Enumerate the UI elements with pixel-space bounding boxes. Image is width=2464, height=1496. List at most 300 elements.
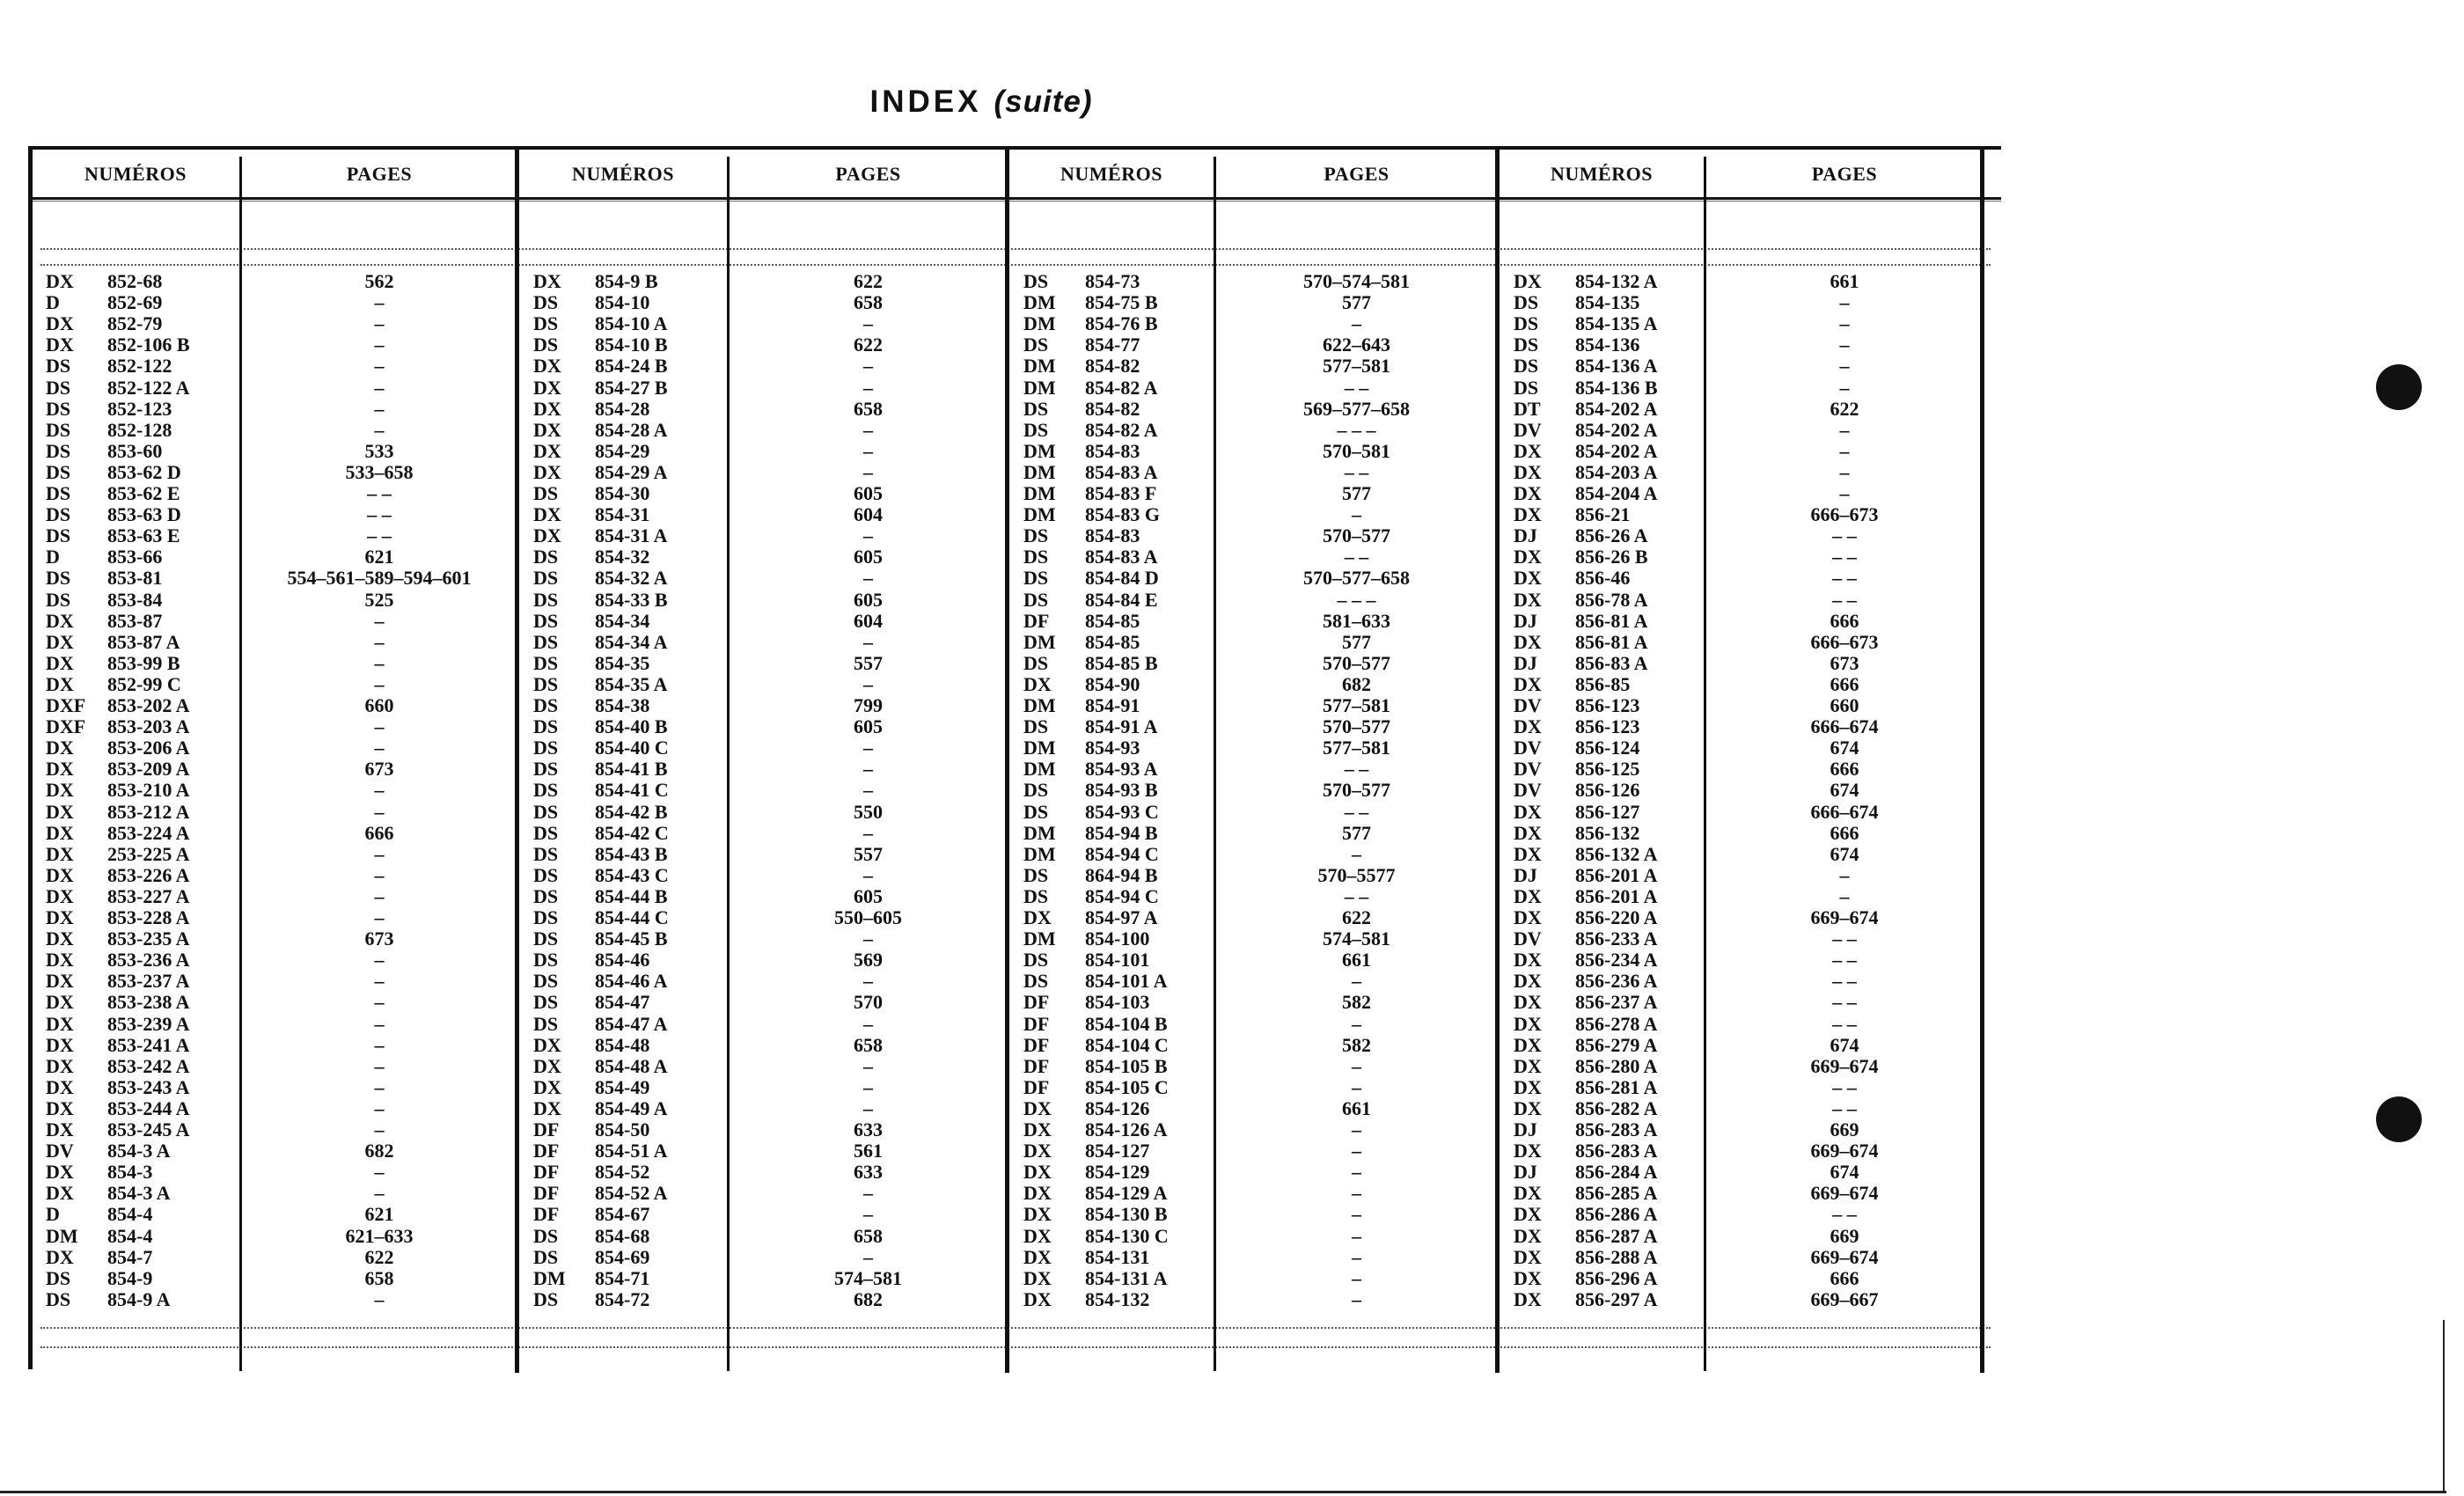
row-pages: 533–658 <box>345 460 414 483</box>
row-prefix: DX <box>533 418 561 441</box>
row-prefix: DX <box>1023 1266 1052 1289</box>
table-row <box>1514 695 1982 716</box>
row-number: 853-60 <box>107 439 163 462</box>
row-prefix: DS <box>533 334 559 356</box>
table-row <box>46 1056 516 1077</box>
row-prefix: DF <box>1023 1012 1050 1035</box>
row-prefix: DX <box>533 1096 561 1119</box>
row-number: 854-29 A <box>595 460 668 483</box>
row-prefix: D <box>46 1203 60 1226</box>
row-prefix: DM <box>1023 630 1056 653</box>
row-pages: 622 <box>854 270 883 292</box>
row-number: 853-203 A <box>107 715 190 738</box>
row-prefix: DX <box>46 1054 74 1077</box>
table-row <box>46 653 516 674</box>
row-pages: 633 <box>854 1161 883 1184</box>
page-edge-bottom <box>0 1491 2446 1493</box>
row-prefix: DS <box>1023 970 1049 993</box>
row-pages: 669 <box>1830 1118 1859 1140</box>
row-number: 852-69 <box>107 291 163 314</box>
row-prefix: DS <box>46 503 71 526</box>
row-prefix: DS <box>533 906 559 928</box>
row-prefix: DS <box>1023 863 1049 886</box>
row-prefix: DX <box>46 928 74 950</box>
row-pages: 577 <box>1342 482 1371 504</box>
row-number: 852-122 <box>107 355 172 378</box>
row-prefix: DS <box>533 1012 559 1035</box>
row-number: 854-41 C <box>595 779 669 802</box>
row-pages: 561 <box>854 1140 883 1162</box>
row-number: 852-68 <box>107 270 163 292</box>
row-pages: 577–581 <box>1323 355 1390 378</box>
row-number: 854-46 <box>595 949 650 972</box>
row-pages: 605 <box>854 715 883 738</box>
row-prefix: DX <box>1023 1140 1052 1162</box>
row-pages: – <box>374 779 385 802</box>
table-row <box>1023 1289 1496 1310</box>
table-row <box>1514 313 1982 334</box>
dotted-rule-top-1 <box>40 248 1991 250</box>
table-row <box>46 292 516 313</box>
row-prefix: DX <box>46 1182 74 1205</box>
row-prefix: DX <box>1514 439 1542 462</box>
row-number: 854-71 <box>595 1266 650 1289</box>
row-prefix: DX <box>1514 715 1542 738</box>
row-number: 856-234 A <box>1575 949 1658 972</box>
table-row <box>1023 632 1496 653</box>
row-pages: – <box>374 312 385 335</box>
row-number: 853-87 <box>107 609 163 632</box>
row-pages: – <box>863 1075 873 1098</box>
table-row <box>1023 1162 1496 1183</box>
row-number: 854-43 B <box>595 842 668 865</box>
row-prefix: DX <box>533 460 561 483</box>
row-pages: – – <box>1832 928 1857 950</box>
row-prefix: DS <box>46 588 71 611</box>
row-pages: 570–577 <box>1323 524 1390 547</box>
row-prefix: DX <box>1514 1012 1542 1035</box>
table-row <box>1023 525 1496 546</box>
row-number: 854-47 <box>595 991 650 1014</box>
row-pages: – <box>1352 1266 1361 1289</box>
row-prefix: DF <box>1023 609 1050 632</box>
row-number: 853-206 A <box>107 737 190 759</box>
row-number: 856-297 A <box>1575 1287 1658 1310</box>
row-pages: – <box>863 970 873 993</box>
row-number: 854-76 B <box>1085 312 1158 335</box>
row-pages: 569–577–658 <box>1303 397 1410 420</box>
row-pages: 661 <box>1342 1096 1371 1119</box>
row-prefix: DJ <box>1514 1161 1537 1184</box>
row-number: 853-235 A <box>107 928 190 950</box>
table-row <box>1023 928 1496 950</box>
row-prefix: DX <box>1514 503 1542 526</box>
table-row <box>1514 546 1982 568</box>
row-pages: 682 <box>1342 672 1371 695</box>
row-number: 854-48 <box>595 1033 650 1056</box>
row-pages: 622–643 <box>1323 334 1390 356</box>
row-number: 856-26 A <box>1575 524 1648 547</box>
row-prefix: DX <box>533 355 561 378</box>
row-pages: – <box>374 651 385 674</box>
row-number: 854-127 <box>1085 1140 1150 1162</box>
row-pages: – – <box>1832 1075 1857 1098</box>
row-prefix: DJ <box>1514 863 1537 886</box>
row-pages: 570–577–658 <box>1303 567 1410 590</box>
row-prefix: DX <box>46 1245 74 1268</box>
row-number: 854-34 <box>595 609 650 632</box>
row-pages: 658 <box>854 1033 883 1056</box>
row-number: 854-82 <box>1085 355 1140 378</box>
row-number: 854-82 <box>1085 397 1140 420</box>
row-number: 854-85 <box>1085 609 1140 632</box>
row-prefix: DX <box>1514 630 1542 653</box>
column-group-divider-2 <box>515 146 519 1373</box>
row-number: 854-97 A <box>1085 906 1158 928</box>
table-row <box>533 1268 1006 1289</box>
table-row <box>1514 886 1982 907</box>
row-number: 856-233 A <box>1575 928 1658 950</box>
row-prefix: DS <box>533 863 559 886</box>
row-prefix: DX <box>46 1075 74 1098</box>
row-pages: 605 <box>854 884 883 907</box>
table-row <box>533 971 1006 992</box>
table-row <box>1514 1204 1982 1225</box>
table-row <box>1514 971 1982 992</box>
table-row <box>1023 759 1496 780</box>
row-pages: 669–674 <box>1810 1182 1879 1205</box>
table-row <box>1023 695 1496 716</box>
row-number: 853-228 A <box>107 906 190 928</box>
table-row <box>533 334 1006 356</box>
row-number: 856-237 A <box>1575 991 1658 1014</box>
row-pages: 581–633 <box>1323 609 1390 632</box>
table-row <box>46 674 516 695</box>
row-prefix: DX <box>46 779 74 802</box>
row-number: 854-83 G <box>1085 503 1160 526</box>
row-number: 854-3 A <box>107 1140 171 1162</box>
row-pages: – <box>374 630 385 653</box>
row-pages: – <box>374 355 385 378</box>
row-prefix: DXF <box>46 715 86 738</box>
row-pages: – <box>1352 842 1361 865</box>
row-prefix: DX <box>1023 1096 1052 1119</box>
table-row <box>46 313 516 334</box>
table-row <box>1514 1119 1982 1140</box>
table-right-border <box>1980 146 1984 1373</box>
table-row <box>1023 653 1496 674</box>
table-row <box>46 1204 516 1225</box>
row-prefix: DX <box>1023 1224 1052 1247</box>
table-row <box>1023 1268 1496 1289</box>
row-prefix: DX <box>46 991 74 1014</box>
table-row <box>46 737 516 759</box>
table-row <box>46 1247 516 1268</box>
row-prefix: DX <box>46 863 74 886</box>
row-prefix: DX <box>1514 1075 1542 1098</box>
table-row <box>533 1247 1006 1268</box>
table-row <box>1023 420 1496 441</box>
table-row <box>1023 611 1496 632</box>
table-row <box>1023 504 1496 525</box>
row-pages: – <box>374 397 385 420</box>
row-number: 854-93 C <box>1085 800 1159 823</box>
table-row <box>46 590 516 611</box>
row-pages: 621 <box>364 546 394 568</box>
row-number: 854-40 C <box>595 737 669 759</box>
row-prefix: DS <box>1023 779 1049 802</box>
table-row <box>1023 1226 1496 1247</box>
table-row <box>1514 1183 1982 1204</box>
row-pages: – <box>374 800 385 823</box>
row-prefix: DX <box>1514 1266 1542 1289</box>
row-number: 853-99 B <box>107 651 180 674</box>
row-number: 853-210 A <box>107 779 190 802</box>
row-prefix: DS <box>1023 949 1049 972</box>
row-prefix: DS <box>1514 376 1539 399</box>
row-prefix: DS <box>533 737 559 759</box>
row-prefix: DX <box>533 439 561 462</box>
row-prefix: DX <box>46 949 74 972</box>
row-number: 854-135 <box>1575 291 1640 314</box>
row-prefix: DS <box>46 376 71 399</box>
row-pages: 669–674 <box>1810 1140 1879 1162</box>
row-prefix: DM <box>1023 291 1056 314</box>
row-prefix: DX <box>46 1161 74 1184</box>
row-pages: – <box>374 1054 385 1077</box>
row-pages: 570–574–581 <box>1303 270 1410 292</box>
row-pages: 660 <box>364 694 394 716</box>
row-pages: – <box>1839 355 1850 378</box>
row-prefix: DM <box>1023 460 1056 483</box>
row-number: 854-131 A <box>1085 1266 1168 1289</box>
row-number: 854-202 A <box>1575 397 1658 420</box>
table-row <box>533 737 1006 759</box>
row-pages: 622 <box>1342 906 1371 928</box>
row-pages: – <box>1839 884 1850 907</box>
table-row <box>533 611 1006 632</box>
row-pages: – <box>1352 1140 1361 1162</box>
row-prefix: DV <box>1514 779 1542 802</box>
row-prefix: DM <box>1023 482 1056 504</box>
row-number: 854-202 A <box>1575 418 1658 441</box>
table-row <box>533 1226 1006 1247</box>
row-pages: 622 <box>364 1245 394 1268</box>
row-number: 854-83 A <box>1085 460 1158 483</box>
row-prefix: DS <box>533 758 559 781</box>
row-prefix: DM <box>1023 355 1056 378</box>
row-prefix: DS <box>1023 546 1049 568</box>
row-pages: 669–674 <box>1810 1245 1879 1268</box>
table-row <box>1023 780 1496 801</box>
row-number: 854-104 B <box>1085 1012 1168 1035</box>
row-prefix: DX <box>46 906 74 928</box>
row-number: 856-281 A <box>1575 1075 1658 1098</box>
row-pages: – <box>374 1075 385 1098</box>
table-row <box>533 716 1006 737</box>
row-prefix: DS <box>46 397 71 420</box>
table-row <box>46 1098 516 1119</box>
row-number: 854-10 <box>595 291 650 314</box>
table-row <box>1514 356 1982 377</box>
row-prefix: D <box>46 291 60 314</box>
row-prefix: DX <box>1514 800 1542 823</box>
row-prefix: DM <box>533 1266 566 1289</box>
table-row <box>46 1268 516 1289</box>
row-prefix: DX <box>1023 1203 1052 1226</box>
row-number: 853-84 <box>107 588 163 611</box>
column-header-numeros: NUMÉROS <box>1551 163 1653 185</box>
row-prefix: DM <box>1023 503 1056 526</box>
row-prefix: DX <box>1514 460 1542 483</box>
row-number: 854-44 C <box>595 906 669 928</box>
row-number: 854-94 C <box>1085 884 1159 907</box>
row-prefix: DM <box>1023 737 1056 759</box>
row-number: 854-103 <box>1085 991 1150 1014</box>
row-prefix: DM <box>1023 928 1056 950</box>
row-prefix: DS <box>533 609 559 632</box>
table-row <box>1023 1119 1496 1140</box>
row-number: 854-3 A <box>107 1182 171 1205</box>
table-row <box>1023 1077 1496 1098</box>
table-row <box>1023 1035 1496 1056</box>
row-number: 854-4 <box>107 1203 153 1226</box>
row-number: 856-126 <box>1575 779 1640 802</box>
row-pages: – <box>374 334 385 356</box>
row-pages: – <box>863 737 873 759</box>
row-number: 853-212 A <box>107 800 190 823</box>
table-row <box>1023 271 1496 292</box>
row-prefix: DV <box>1514 694 1542 716</box>
column-group-divider-4 <box>1495 146 1500 1373</box>
row-number: 854-136 B <box>1575 376 1658 399</box>
row-number: 854-129 <box>1085 1161 1150 1184</box>
table-row <box>46 462 516 483</box>
row-prefix: DX <box>533 376 561 399</box>
row-pages: 562 <box>364 270 394 292</box>
table-row <box>1023 292 1496 313</box>
row-prefix: DX <box>46 651 74 674</box>
row-pages: – – <box>1344 800 1369 823</box>
table-row <box>1023 674 1496 695</box>
row-number: 854-47 A <box>595 1012 668 1035</box>
row-number: 853-66 <box>107 546 163 568</box>
table-row <box>1023 462 1496 483</box>
table-row <box>533 1204 1006 1225</box>
row-number: 854-52 A <box>595 1182 668 1205</box>
row-number: 856-132 <box>1575 821 1640 844</box>
row-prefix: DX <box>46 737 74 759</box>
row-pages: – <box>374 991 385 1014</box>
row-pages: 666 <box>1830 821 1859 844</box>
row-pages: 666 <box>1830 758 1859 781</box>
row-prefix: DV <box>1514 418 1542 441</box>
row-number: 854-32 A <box>595 567 668 590</box>
row-pages: 658 <box>854 291 883 314</box>
row-pages: 674 <box>1830 779 1859 802</box>
table-row <box>1514 590 1982 611</box>
row-pages: – – <box>1344 376 1369 399</box>
row-pages: – – <box>367 503 392 526</box>
row-number: 854-32 <box>595 546 650 568</box>
row-prefix: DS <box>1023 397 1049 420</box>
row-number: 854-94 C <box>1085 842 1159 865</box>
row-pages: – <box>1352 1012 1361 1035</box>
row-number: 854-83 F <box>1085 482 1157 504</box>
table-row <box>1023 1204 1496 1225</box>
row-prefix: DX <box>1514 842 1542 865</box>
table-row <box>46 823 516 844</box>
row-prefix: DF <box>1023 1075 1050 1098</box>
row-prefix: DV <box>1514 737 1542 759</box>
row-number: 854-43 C <box>595 863 669 886</box>
row-pages: 658 <box>854 1224 883 1247</box>
row-prefix: DS <box>46 567 71 590</box>
row-number: 854-75 B <box>1085 291 1158 314</box>
row-prefix: DS <box>1514 334 1539 356</box>
row-pages: 799 <box>854 694 883 716</box>
row-pages: – <box>374 842 385 865</box>
row-pages: 604 <box>854 609 883 632</box>
row-number: 854-49 <box>595 1075 650 1098</box>
table-row <box>46 802 516 823</box>
row-number: 856-85 <box>1575 672 1631 695</box>
row-number: 856-282 A <box>1575 1096 1658 1119</box>
row-number: 854-24 B <box>595 355 668 378</box>
row-number: 854-9 A <box>107 1287 171 1310</box>
row-prefix: DV <box>46 1140 74 1162</box>
row-number: 854-136 <box>1575 334 1640 356</box>
row-prefix: DX <box>1514 482 1542 504</box>
row-prefix: DS <box>533 800 559 823</box>
column-header-numeros: NUMÉROS <box>84 163 187 185</box>
table-row <box>1514 716 1982 737</box>
row-number: 856-236 A <box>1575 970 1658 993</box>
row-prefix: DX <box>1514 672 1542 695</box>
table-row <box>1514 632 1982 653</box>
row-pages: – – – <box>1337 588 1376 611</box>
row-pages: 666–674 <box>1810 715 1879 738</box>
row-number: 856-81 A <box>1575 630 1648 653</box>
row-pages: – <box>374 715 385 738</box>
row-prefix: DS <box>533 949 559 972</box>
table-row <box>533 992 1006 1013</box>
row-prefix: DS <box>46 460 71 483</box>
table-row <box>46 1119 516 1140</box>
row-pages: – <box>863 355 873 378</box>
column-header-pages: PAGES <box>1811 163 1878 185</box>
row-number: 854-101 <box>1085 949 1150 972</box>
table-row <box>46 716 516 737</box>
table-row <box>533 950 1006 971</box>
row-prefix: DX <box>533 1075 561 1098</box>
row-number: 864-94 B <box>1085 863 1158 886</box>
row-pages: – <box>863 1203 873 1226</box>
row-number: 854-204 A <box>1575 482 1658 504</box>
row-number: 854-105 C <box>1085 1075 1169 1098</box>
table-row <box>46 759 516 780</box>
row-prefix: DF <box>533 1161 560 1184</box>
row-prefix: DS <box>46 1266 71 1289</box>
table-row <box>46 611 516 632</box>
row-prefix: DX <box>1514 546 1542 568</box>
row-pages: 682 <box>364 1140 394 1162</box>
row-number: 856-201 A <box>1575 863 1658 886</box>
row-number: 853-238 A <box>107 991 190 1014</box>
row-prefix: DM <box>46 1224 78 1247</box>
row-pages: 570–577 <box>1323 715 1390 738</box>
table-row <box>1514 504 1982 525</box>
